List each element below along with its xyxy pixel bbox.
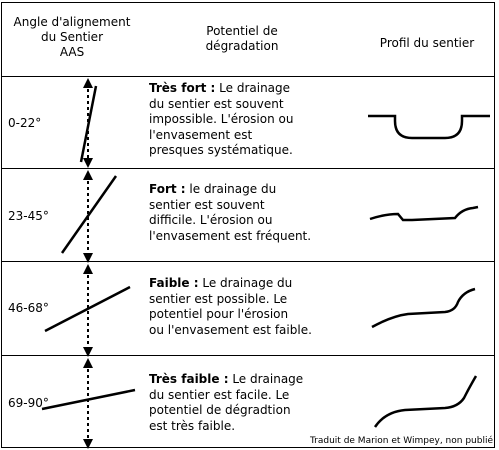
potential-level: Fort : — [149, 182, 186, 196]
description-line: sentier est souvent — [149, 197, 265, 212]
description-line: ou l'envasement est faible. — [149, 322, 312, 337]
header-potential-line: dégradation — [205, 39, 279, 53]
angle-range-label: 46-68° — [8, 301, 49, 315]
header-profile-label: Profil du sentier — [379, 36, 475, 50]
description-line: impossible. L'érosion ou — [149, 112, 294, 126]
description-line: potentiel pour l'érosion — [149, 307, 289, 321]
potential-level: Très faible : — [149, 372, 229, 386]
description-line: du sentier est souvent — [149, 96, 284, 111]
potential-level: Très fort : — [149, 81, 216, 95]
profile-entrenched — [370, 207, 478, 220]
description-line: l'envasement est fréquent. — [149, 228, 312, 243]
description-line: le drainage du — [185, 182, 277, 196]
header-angle-line: du Sentier — [41, 30, 103, 44]
description-line: potentiel de dégradtion — [149, 403, 291, 417]
description-line: difficile. L'érosion ou — [149, 213, 273, 227]
potential-level: Faible : — [149, 276, 199, 290]
profile-deep-trench — [368, 116, 490, 138]
source-credit: Traduit de Marion et Wimpey, non publié — [310, 436, 493, 446]
profile-sidehill — [375, 376, 476, 427]
angle-range-label: 0-22° — [8, 116, 42, 130]
header-potential-line: Potentiel de — [206, 24, 278, 38]
description-line: presques systématique. — [149, 143, 293, 157]
description-line: l'envasement est — [149, 127, 253, 142]
header-angle-line: Angle d'alignement — [13, 15, 131, 29]
profile-slight-slope — [372, 289, 475, 327]
description-line: sentier est possible. Le — [149, 291, 288, 306]
description-line: Le drainage du — [198, 276, 293, 290]
description-line: Le drainage — [215, 81, 291, 95]
description-line: est très faible. — [149, 418, 236, 433]
description-line: du sentier est facile. Le — [149, 387, 290, 402]
description-line: Le drainage — [228, 372, 304, 386]
header-angle-line: AAS — [59, 45, 85, 59]
angle-range-label: 23-45° — [8, 209, 49, 223]
angle-range-label: 69-90° — [8, 396, 49, 410]
